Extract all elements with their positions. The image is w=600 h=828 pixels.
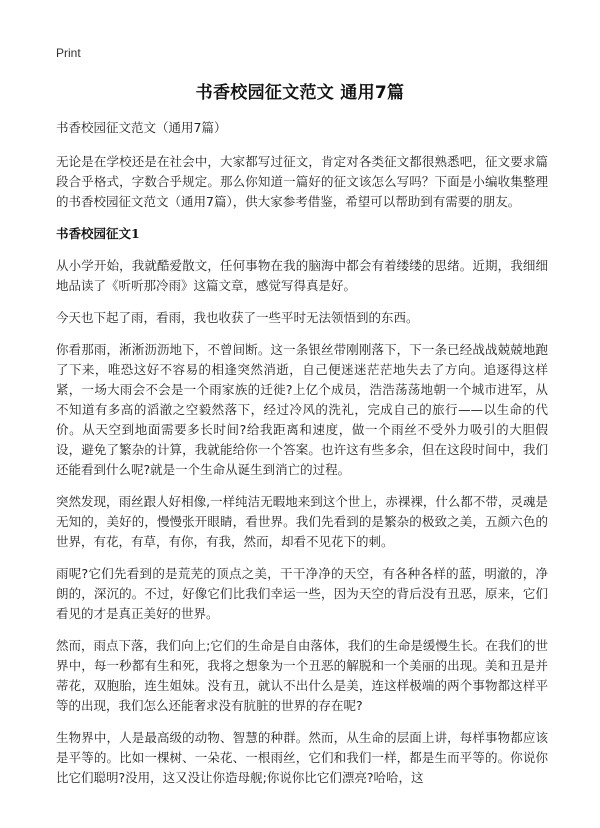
body-paragraph: 从小学开始，我就酷爱散文，任何事物在我的脑海中都会有着缕缕的思绪。近期，我细细地品读了《听听那冷雨》这篇文章，感觉写得真是好。 [56, 258, 548, 293]
body-paragraph: 你看那雨，淅淅沥沥地下，不曾间断。这一条银丝带刚刚落下，下一条已经战战兢兢地跑了下来，唯恐这好不容易的相逢突然消逝，自己便迷迷茫茫地失去了方向。追逐得这样紧，一场大雨会不会是一个雨家族的迁徙?上亿个成员，浩浩荡荡地朝一个城市进军，从不知道有多高的滔澈之空毅然落下，经过冷风的洗礼，完成自己的旅行——以生命的代价。从天空到地面需要多长时间?给我距离和速度，做一个雨丝不受外力吸引的大胆假设，避免了繁杂的计算，我就能给你一个答案。也许这有些多余，但在这段时间中，我们还能看到什么呢?就是一个生命从诞生到消亡的过程。 [56, 342, 548, 477]
body-paragraph: 突然发现，雨丝跟人好相像,一样纯洁无暇地来到这个世上，赤裸裸，什么都不带，灵魂是无知的，美好的，慢慢张开眼睛，看世界。我们先看到的是繁杂的极致之美，五颜六色的世界，有花，有草，有你，有我，然而，却看不见花下的刺。 [56, 494, 548, 549]
body-paragraph: 然而，雨点下落，我们向上;它们的生命是自由落体，我们的生命是缓慢生长。在我们的世界中，每一秒都有生和死，我将之想象为一个丑恶的解脱和一个美丽的出现。美和丑是并蒂花，双胞胎，连生姐妹。没有丑，就认不出什么是美，连这样极端的两个事物都这样平等的出现，我们怎么还能奢求没有肮脏的世界的存在呢? [56, 638, 548, 713]
body-paragraph: 雨呢?它们先看到的是荒芜的顶点之美，干干净净的天空，有各种各样的蓝，明澈的，净朗的，深沉的。不过，好像它们比我们幸运一些，因为天空的背后没有丑恶，原来，它们看见的才是真正美好的世界。 [56, 566, 548, 621]
section-heading: 书香校园征文1 [56, 226, 140, 241]
body-paragraph: 生物界中，人是最高级的动物、智慧的种群。然而，从生命的层面上讲，每样事物都应该是平等的。比如一棵树、一朵花、一根雨丝，它们和我们一样，都是生而平等的。你说你比它们聪明?没用，这又没让你造母舰;你说你比它们漂亮?哈哈，这 [56, 730, 548, 785]
print-link[interactable]: Print [56, 46, 81, 60]
article-body [56, 118, 548, 800]
body-paragraph: 今天也下起了雨，看雨，我也收获了一些平时无法领悟到的东西。 [56, 310, 419, 325]
page-title: 书香校园征文范文 通用7篇 [195, 83, 405, 103]
document-subtitle: 书香校园征文范文（通用7篇） [56, 120, 227, 135]
intro-paragraph: 无论是在学校还是在社会中，大家都写过征文，肯定对各类征文都很熟悉吧，征文要求篇段合乎格式，字数合乎规定。那么你知道一篇好的征文该怎么写吗？下面是小编收集整理的书香校园征文范文（通用7篇），供大家参考借鉴，希望可以帮助到有需要的朋友。 [56, 154, 548, 209]
